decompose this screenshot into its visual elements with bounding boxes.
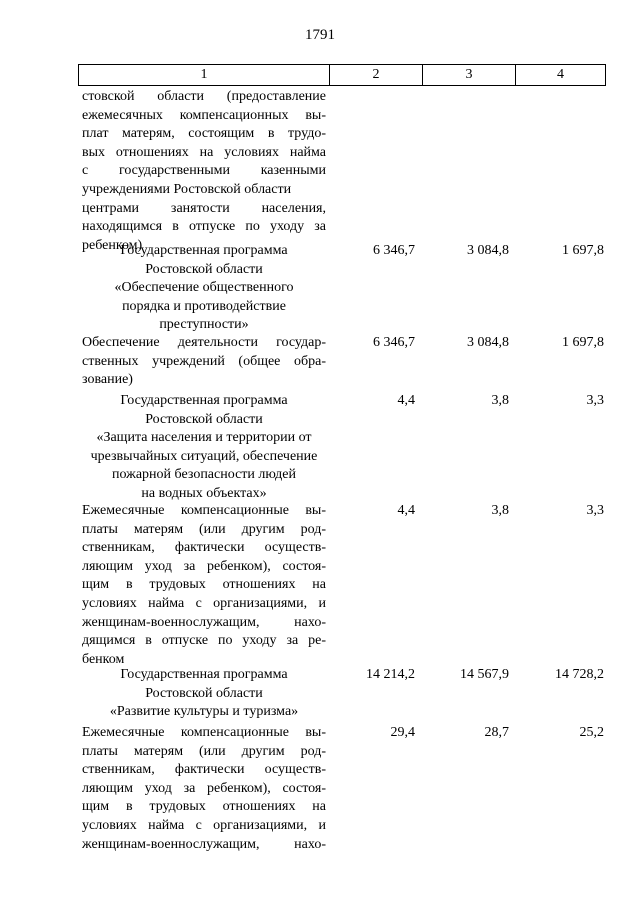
table-row — [78, 334, 606, 392]
value-col-2: 29,4 — [390, 725, 415, 740]
value-col-4: 3,3 — [586, 503, 604, 518]
program-title: Государственная программа Ростовской области «Защита населения и территории от чрезвычайных ситуаций, обеспечение пожарной безопасности людей на водных объектах» — [90, 393, 318, 501]
value-col-2: 4,4 — [397, 503, 415, 518]
value-col-2: 6 346,7 — [373, 335, 415, 350]
value-col-2: 14 214,2 — [366, 667, 415, 682]
row-description: Ежемесячные компенсационные вы- платы матерям (или другим род- ственникам, фактически осуществ- ляющим уход за ребенком), состоя- щим в трудовых отношениях на условиях найма с организациями, и женщинам-военнослужащим, нахо- — [82, 725, 326, 852]
page-number: 1791 — [305, 27, 335, 43]
table-row — [78, 392, 606, 502]
program-title: Государственная программа Ростовской области «Развитие культуры и туризма» — [109, 667, 299, 720]
table-row — [78, 242, 606, 334]
header-col-2: 2 — [329, 65, 422, 85]
value-col-4: 3,3 — [586, 393, 604, 408]
value-col-2: 4,4 — [397, 393, 415, 408]
table-row — [78, 724, 606, 854]
program-title: Государственная программа Ростовской области «Обеспечение общественного порядка и противодействие преступности» — [114, 243, 294, 333]
value-col-3: 3,8 — [491, 393, 509, 408]
value-col-4: 1 697,8 — [562, 335, 604, 350]
table-body — [78, 88, 606, 854]
value-col-3: 3,8 — [491, 503, 509, 518]
table-row — [78, 502, 606, 666]
table-header — [78, 64, 606, 86]
header-col-1: 1 — [78, 65, 329, 85]
row-description: Обеспечение деятельности государ- ственных учреждений (общее обра- зование) — [82, 335, 326, 388]
value-col-4: 1 697,8 — [562, 243, 604, 258]
value-col-4: 14 728,2 — [555, 667, 604, 682]
header-col-4: 4 — [515, 65, 606, 85]
row-description: Ежемесячные компенсационные вы- платы матерям (или другим род- ственникам, фактически осуществ- ляющим уход за ребенком), состоя- щим в трудовых отношениях на условиях найма с организациями, и женщинам-военнослужащим, нахо- дящимся в отпуске по уходу за ре- бенком — [82, 503, 326, 667]
header-col-3: 3 — [422, 65, 515, 85]
value-col-3: 14 567,9 — [460, 667, 509, 682]
row-description: стовской области (предоставление ежемесячных компенсационных вы- плат матерям, состоящим в трудо- вых отношениях на условиях найма с государственными казенными учреждениями Ростовской области центрами занятости населения, находящимся в отпуске по уходу за ребенком) — [82, 89, 326, 253]
value-col-3: 3 084,8 — [467, 243, 509, 258]
value-col-3: 3 084,8 — [467, 335, 509, 350]
value-col-3: 28,7 — [484, 725, 509, 740]
value-col-4: 25,2 — [579, 725, 604, 740]
value-col-2: 6 346,7 — [373, 243, 415, 258]
table-row — [78, 666, 606, 724]
